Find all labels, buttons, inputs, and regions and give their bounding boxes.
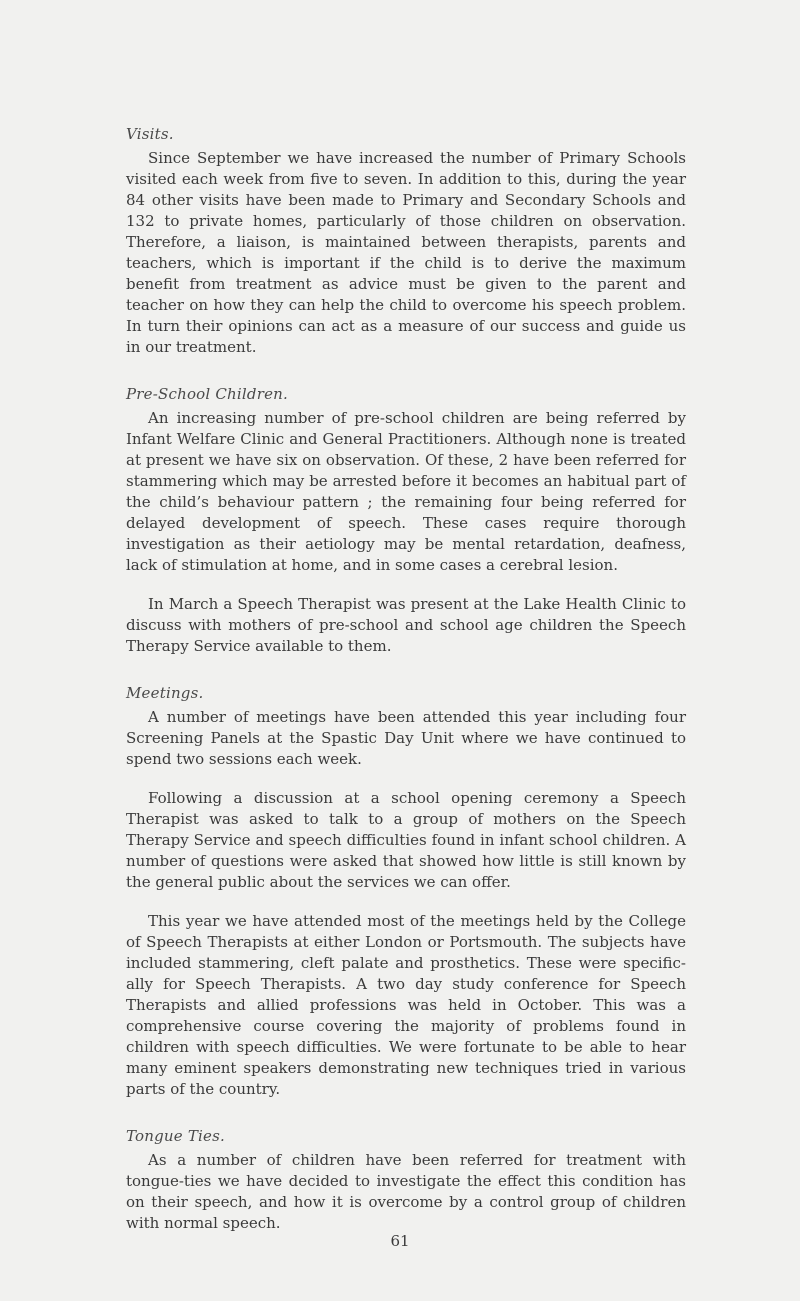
section-heading: Meetings.: [126, 684, 204, 702]
section-heading: Tongue Ties.: [126, 1127, 225, 1145]
section-heading: Visits.: [126, 125, 174, 143]
paragraph: Since September we have increased the number of Primary Schools visited each week from five to seven. In addition to this, during the year 84 other visits have been made to Primary and Secondary Schools and 132 to private homes, particularly of those children on observation. Therefore, a liaison, is maintained between therapists, parents and teachers, which is important if the child is to derive the maximum benefit from treatment as advice must be given to the parent and teacher on how they can help the child to overcome his speech problem. In turn their opinions can act as a measure of our success and guide us in our treatment.: [126, 149, 686, 356]
paragraph: This year we have attended most of the meetings held by the College of Speech Therapists at either London or Portsmouth. The subjects have included stammering, cleft palate and prosthetics. These were specific-ally for Speech Therapists. A two day study conference for Speech Therapists and allied professions was held in October. This was a comprehensive course covering the majority of problems found in children with speech difficulties. We were fortunate to be able to hear many eminent speakers demonstrating new techniques tried in various parts of the country.: [126, 912, 686, 1098]
document-body: [126, 124, 686, 1260]
section-meetings: [126, 683, 686, 1100]
section-pre-school-children: [126, 384, 686, 657]
paragraph: As a number of children have been referred for treatment with tongue-ties we have decided to investigate the effect this condition has on their speech, and how it is overcome by a control group of children with normal speech.: [126, 1151, 686, 1232]
section-heading: Pre-School Children.: [126, 385, 288, 403]
section-tongue-ties: [126, 1126, 686, 1234]
paragraph: A number of meetings have been attended this year including four Screening Panels at the Spastic Day Unit where we have continued to spend two sessions each week.: [126, 708, 686, 768]
paragraph: An increasing number of pre-school children are being referred by Infant Welfare Clinic and General Practitioners. Although none is treated at present we have six on observation. Of these, 2 have been referred for stammering which may be arrested before it becomes an habitual part of the child’s behaviour pattern ; the remaining four being referred for delayed development of speech. These cases require thorough investigation as their aetiology may be mental retardation, deafness, lack of stimulation at home, and in some cases a cerebral lesion.: [126, 409, 686, 574]
page-number: 61: [390, 1232, 410, 1250]
section-visits: [126, 124, 686, 358]
paragraph: In March a Speech Therapist was present at the Lake Health Clinic to discuss with mothers of pre-school and school age children the Speech Therapy Service available to them.: [126, 595, 686, 655]
paragraph: Following a discussion at a school opening ceremony a Speech Therapist was asked to talk to a group of mothers on the Speech Therapy Service and speech difficulties found in infant school children. A number of questions were asked that showed how little is still known by the general public about the services we can offer.: [126, 789, 686, 891]
